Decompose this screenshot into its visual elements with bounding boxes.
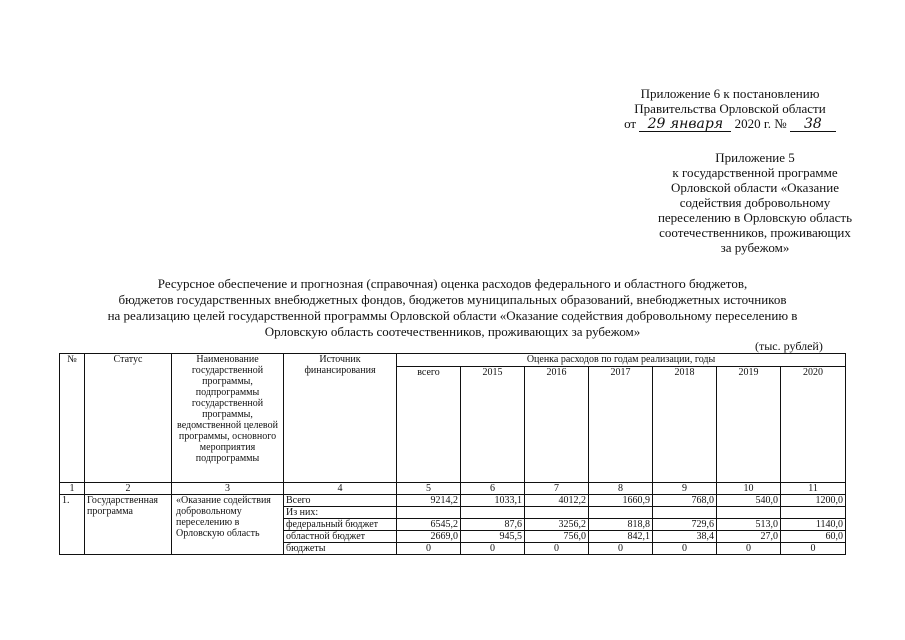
column-number: 3 xyxy=(172,483,284,495)
value-cell: 4012,2 xyxy=(525,495,589,507)
value-cell xyxy=(461,507,525,519)
row-source: Всего xyxy=(284,495,397,507)
value-cell: 818,8 xyxy=(589,519,653,531)
column-number: 11 xyxy=(781,483,846,495)
row-program-name: «Оказание содействия добровольному переселению в Орловскую область xyxy=(172,495,284,555)
header-name: Наименование государственной программы, подпрограммы государственной программы, ведомственной целевой программы, основного мероприятия подпрограммы xyxy=(172,354,284,483)
row-source: областной бюджет xyxy=(284,531,397,543)
value-cell xyxy=(589,507,653,519)
value-cell: 0 xyxy=(589,543,653,555)
appendix-6-line1: Приложение 6 к постановлению xyxy=(640,86,820,101)
column-number: 2 xyxy=(85,483,172,495)
header-year: 2017 xyxy=(589,367,653,483)
row-source: бюджеты xyxy=(284,543,397,555)
appendix-5-line: содействия добровольному xyxy=(679,195,831,210)
title-line: Орловскую область соотечественников, проживающих за рубежом» xyxy=(264,324,641,339)
value-cell: 945,5 xyxy=(461,531,525,543)
column-number: 6 xyxy=(461,483,525,495)
value-cell: 6545,2 xyxy=(397,519,461,531)
appendix-5-line: за рубежом» xyxy=(720,240,790,255)
row-status: Государственная программа xyxy=(85,495,172,555)
value-cell xyxy=(781,507,846,519)
title-line: Ресурсное обеспечение и прогнозная (справочная) оценка расходов федерального и областного бюджетов, xyxy=(157,276,748,291)
appendix-5-line: соотечественников, проживающих xyxy=(659,225,851,240)
value-cell: 756,0 xyxy=(525,531,589,543)
row-source: Из них: xyxy=(284,507,397,519)
value-cell: 60,0 xyxy=(781,531,846,543)
value-cell: 0 xyxy=(653,543,717,555)
value-cell: 1200,0 xyxy=(781,495,846,507)
appendix-6-header xyxy=(560,86,900,132)
header-year: 2020 xyxy=(781,367,846,483)
header-status: Статус xyxy=(85,354,172,483)
appendix-5-header xyxy=(610,150,900,255)
value-cell xyxy=(397,507,461,519)
column-number-row xyxy=(60,483,846,495)
header-year: 2016 xyxy=(525,367,589,483)
header-year: 2019 xyxy=(717,367,781,483)
resource-table xyxy=(59,353,846,555)
column-number: 10 xyxy=(717,483,781,495)
year-label: 2020 г. № xyxy=(734,116,787,131)
value-cell xyxy=(653,507,717,519)
column-number: 8 xyxy=(589,483,653,495)
value-cell: 1140,0 xyxy=(781,519,846,531)
title-line: бюджетов государственных внебюджетных фондов, бюджетов муниципальных образований, внебюджетных источников xyxy=(118,292,787,307)
handwritten-date: 29 января xyxy=(639,117,731,132)
value-cell: 1033,1 xyxy=(461,495,525,507)
value-cell: 38,4 xyxy=(653,531,717,543)
column-number: 9 xyxy=(653,483,717,495)
value-cell: 540,0 xyxy=(717,495,781,507)
value-cell: 0 xyxy=(717,543,781,555)
appendix-5-line: Орловской области «Оказание xyxy=(671,180,839,195)
row-num: 1. xyxy=(60,495,85,555)
column-number: 1 xyxy=(60,483,85,495)
value-cell: 9214,2 xyxy=(397,495,461,507)
value-cell: 0 xyxy=(397,543,461,555)
appendix-5-title: Приложение 5 xyxy=(715,150,795,165)
document-title xyxy=(60,276,845,340)
column-number: 4 xyxy=(284,483,397,495)
handwritten-number: 38 xyxy=(790,117,836,132)
value-cell: 27,0 xyxy=(717,531,781,543)
value-cell xyxy=(525,507,589,519)
value-cell: 0 xyxy=(461,543,525,555)
value-cell: 842,1 xyxy=(589,531,653,543)
value-cell: 768,0 xyxy=(653,495,717,507)
header-year: 2018 xyxy=(653,367,717,483)
header-estimate: Оценка расходов по годам реализации, годы xyxy=(397,354,846,367)
row-source: федеральный бюджет xyxy=(284,519,397,531)
value-cell: 87,6 xyxy=(461,519,525,531)
date-prefix: от xyxy=(624,116,637,131)
column-number: 5 xyxy=(397,483,461,495)
appendix-6-date-line xyxy=(560,116,900,132)
column-number: 7 xyxy=(525,483,589,495)
header-year: 2015 xyxy=(461,367,525,483)
value-cell: 1660,9 xyxy=(589,495,653,507)
units-label: (тыс. рублей) xyxy=(755,339,823,353)
appendix-6-line2: Правительства Орловской области xyxy=(634,101,826,116)
header-year: всего xyxy=(397,367,461,483)
value-cell: 513,0 xyxy=(717,519,781,531)
value-cell: 0 xyxy=(781,543,846,555)
value-cell: 2669,0 xyxy=(397,531,461,543)
value-cell: 0 xyxy=(525,543,589,555)
appendix-5-line: переселению в Орловскую область xyxy=(657,210,853,225)
header-row-1 xyxy=(60,354,846,367)
value-cell: 3256,2 xyxy=(525,519,589,531)
value-cell xyxy=(717,507,781,519)
table-row xyxy=(60,495,846,507)
value-cell: 729,6 xyxy=(653,519,717,531)
appendix-5-line: к государственной программе xyxy=(672,165,838,180)
header-source: Источник финансирования xyxy=(284,354,397,483)
title-line: на реализацию целей государственной программы Орловской области «Оказание содействия добровольному переселению в xyxy=(107,308,798,323)
header-num: № xyxy=(60,354,85,483)
